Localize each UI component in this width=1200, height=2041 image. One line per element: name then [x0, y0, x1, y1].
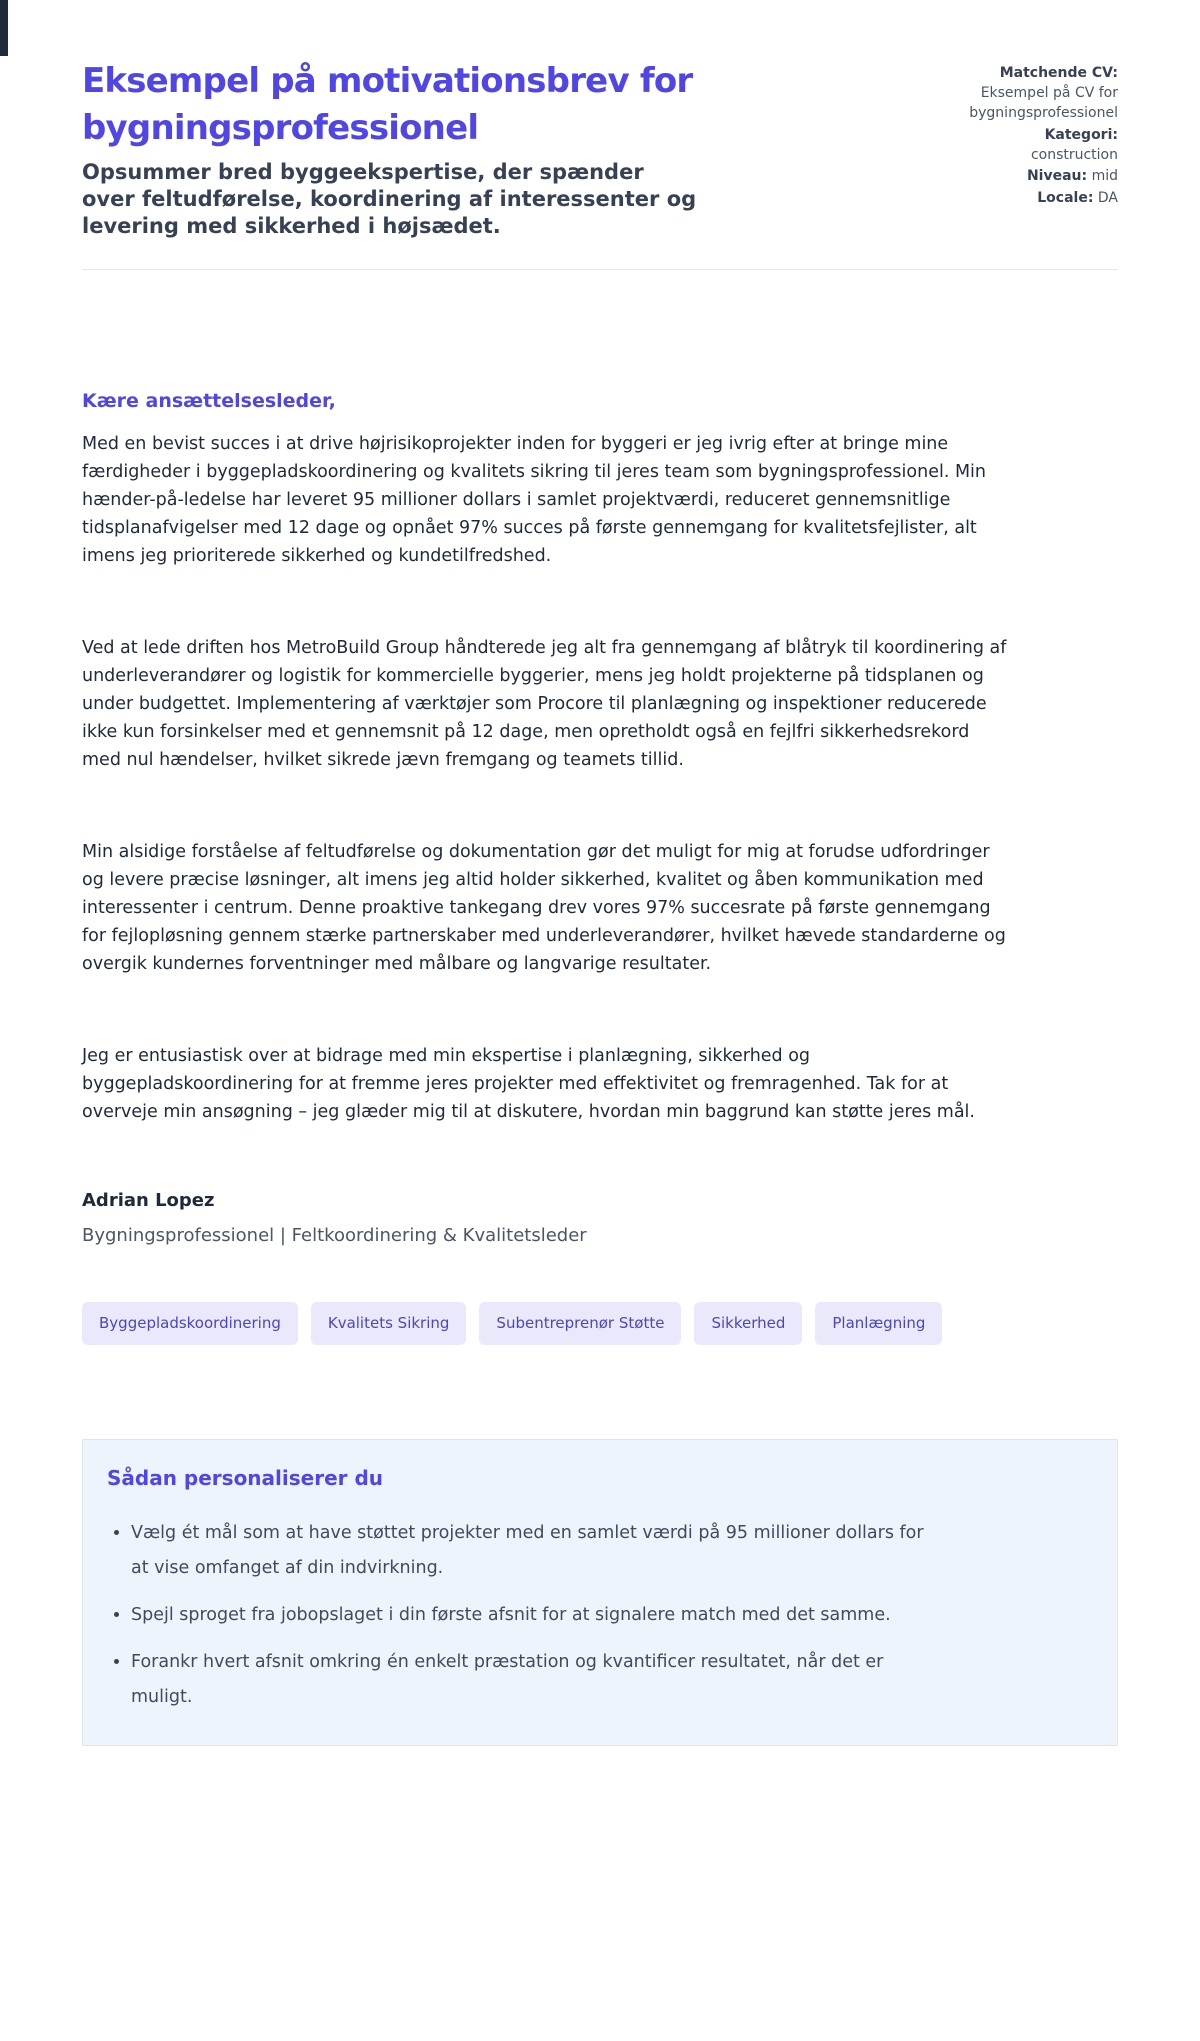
letter-paragraph: Min alsidige forståelse af feltudførelse og dokumentation gør det muligt for mig at forudse udfordringer og levere præcise løsninger, alt imens jeg altid holder sikkerhed, kvalitet og åben kommunikation med interessenter i centrum. Denne proaktive tankegang drev vores 97% succesrate på første gennemgang for fejlopløsning gennem stærke partnerskaber med underleverandører, hvilket hævede standarderne og overgik kundernes forventninger med målbare og langvarige resultater. [82, 841, 1006, 974]
personalization-tips-box [82, 1439, 1118, 1746]
tip-item: • Vælg ét mål som at have støttet projekter med en samlet værdi på 95 millioner dollars for at vise omfanget af din indvirkning. [131, 1516, 931, 1586]
meta-level-value: mid [1091, 168, 1118, 185]
page-subtitle: Opsummer bred byggeekspertise, der spænder over feltudførelse, koordinering af interessenter og levering med sikkerhed i højsædet. [82, 159, 697, 239]
tips-title: Sådan personaliserer du [107, 1465, 384, 1490]
letter-paragraph: Ved at lede driften hos MetroBuild Group håndterede jeg alt fra gennemgang af blåtryk til koordinering af underleverandører og logistik for kommercielle byggerier, mens jeg holdt projekterne på tidsplanen og under budgettet. Implementering af værktøjer som Procore til planlægning og inspektioner reducerede ikke kun forsinkelser med et gennemsnit på 12 dage, men opretholdt også en fejlfri sikkerhedsrekord med nul hændelser, hvilket sikrede jævn fremgang og teamets tillid. [82, 637, 1007, 770]
meta-matching-cv-value: Eksempel på CV for bygningsprofessionel [969, 84, 1118, 121]
letter-paragraph: Med en bevist succes i at drive højrisikoprojekter inden for byggeri er jeg ivrig efter at bringe mine færdigheder i byggepladskoordinering og kvalitets sikring til jeres team som bygningsprofessionel. Min hænder-på-ledelse har leveret 95 millioner dollars i samlet projektværdi, reduceret gennemsnitlige tidsplanafvigelser med 12 dage og opnået 97% succes på første gennemgang for kvalitetsfejlister, alt imens jeg prioriterede sikkerhed og kundetilfredshed. [82, 433, 987, 566]
meta-panel [898, 58, 1118, 211]
tip-item: • Forankr hvert afsnit omkring én enkelt præstation og kvantificer resultatet, når det er muligt. [131, 1645, 931, 1715]
meta-category-value: construction [1030, 146, 1118, 163]
meta-locale [898, 189, 1118, 209]
page-title: Eksempel på motivationsbrev for bygningsprofessionel [82, 61, 693, 148]
meta-locale-label: Locale: [1037, 190, 1094, 207]
letter-body [82, 390, 1118, 1246]
page-corner-bar [0, 0, 8, 56]
letter-greeting: Kære ansættelsesleder, [82, 389, 336, 412]
meta-category-label: Kategori: [1044, 126, 1118, 143]
meta-level-label: Niveau: [1026, 168, 1088, 185]
signature-title: Bygningsprofessionel | Feltkoordinering & Kvalitetsleder [82, 1224, 587, 1246]
page-header [82, 58, 1118, 241]
title-block [82, 58, 742, 241]
skill-tag[interactable]: Sikkerhed [694, 1302, 802, 1345]
tip-item: • Spejl sproget fra jobopslaget i din første afsnit for at signalere match med det samme. [131, 1598, 931, 1633]
skill-tag[interactable]: Byggepladskoordinering [82, 1302, 298, 1345]
skill-tag-list [82, 1302, 1118, 1345]
meta-locale-value: DA [1097, 190, 1118, 207]
meta-level [898, 167, 1118, 187]
skill-tag[interactable]: Kvalitets Sikring [311, 1302, 467, 1345]
header-divider [82, 269, 1118, 270]
tips-list [107, 1516, 1093, 1715]
skill-tag[interactable]: Subentreprenør Støtte [479, 1302, 681, 1345]
letter-paragraph: Jeg er entusiastisk over at bidrage med min ekspertise i planlægning, sikkerhed og byggepladskoordinering for at fremme jeres projekter med effektivitet og fremragenhed. Tak for at overveje min ansøgning – jeg glæder mig til at diskutere, hvordan min baggrund kan støtte jeres mål. [82, 1045, 975, 1122]
meta-matching-cv-label: Matchende CV: [999, 65, 1118, 81]
signature-name: Adrian Lopez [82, 1189, 215, 1211]
meta-matching-cv [898, 64, 1118, 124]
skill-tag[interactable]: Planlægning [815, 1302, 942, 1345]
letter-paragraphs [82, 430, 1118, 1126]
meta-category [898, 126, 1118, 166]
